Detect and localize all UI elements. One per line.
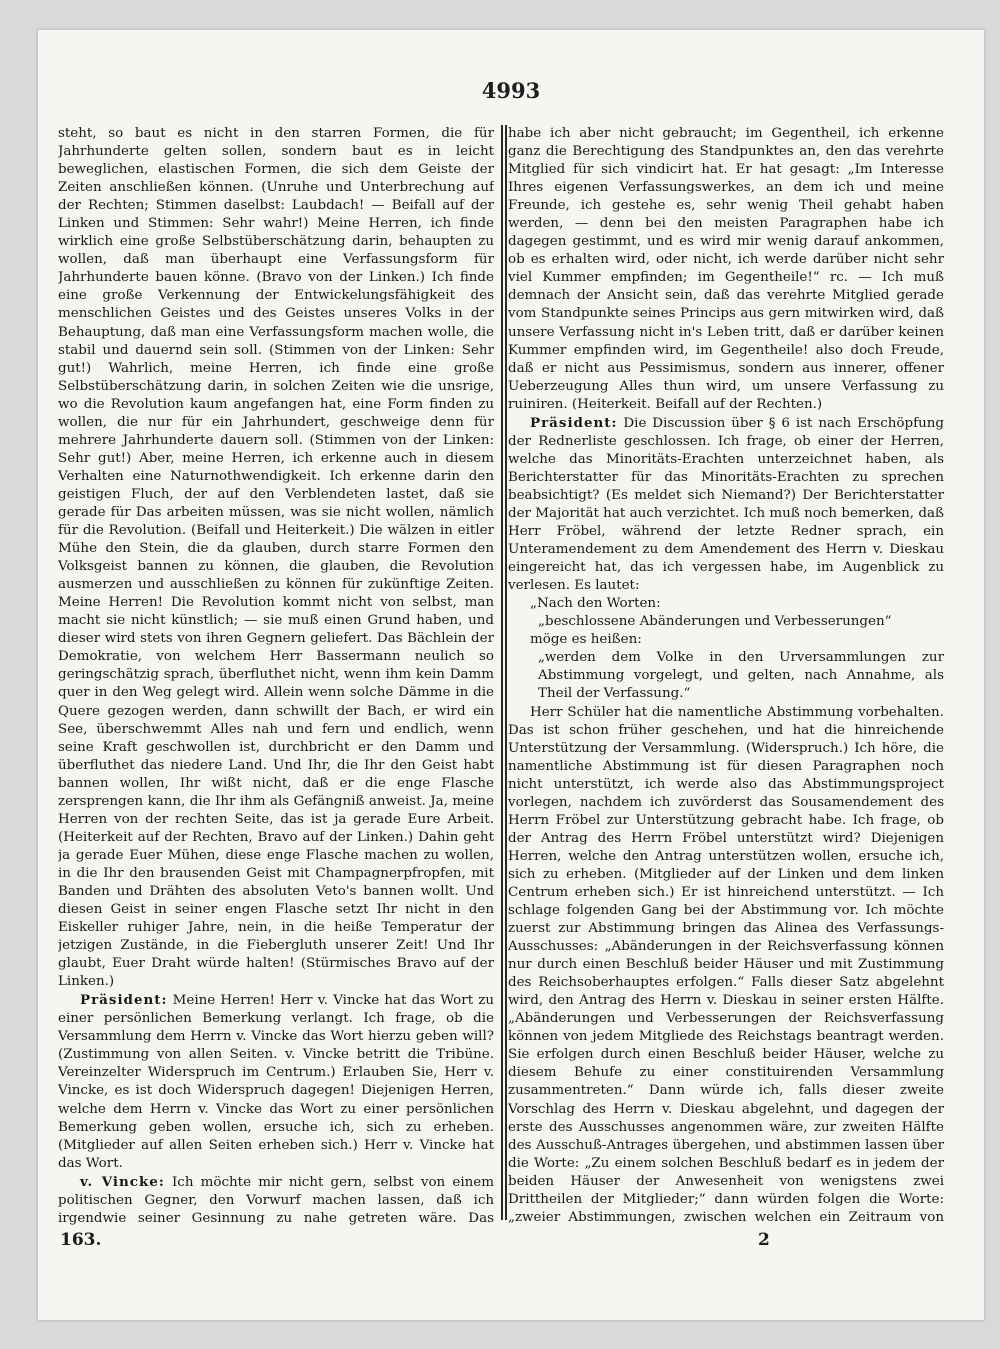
right-paragraph-3: Herr Schüler hat die namentliche Abstimmung vorbehalten. Das ist schon früher geschehen, und hat die hinreichende Unterstützung der Versammlung. (Widerspruch.) Ich höre, die namentliche Abstimmung ist für diesen Paragraphen noch nicht unterstützt, ich werde also das Abstimmungsproject vorlegen, nachdem ich zuvörderst das Sousamendement des Herrn Fröbel zur Unterstützung gebracht habe. Ich frage, ob der Antrag des Herrn Fröbel unterstützt wird? Diejenigen Herren, welche den Antrag unterstützen wollen, ersuche ich, sich zu erheben. (Mitglieder auf der Linken und dem linken Centrum erheben sich.) Er ist hinreichend unterstützt. — Ich schlage folgenden Gang bei der Abstimmung vor. Ich möchte zuerst zur Abstimmung bringen das Alinea des Verfassungs-Ausschusses: „Abänderungen in der Reichsverfassung können nur durch einen Beschluß beider Häuser und mit Zustimmung des Reichsoberhauptes erfolgen.“ Falls dieser Satz abgelehnt wird, den Antrag des Herrn v. Dieskau in seiner ersten Hälfte. „Abänderungen und Verbesserungen der Reichsverfassung können von jedem Mitgliede des Reichstags beantragt werden. Sie erfolgen durch einen Beschluß beider Häuser, welche zu diesem Behufe zu einer constituirenden Versammlung zusammentreten.“ Dann würde ich, falls dieser zweite Vorschlag des Herrn v. Dieskau abgelehnt, und dagegen der erste des Ausschusses angenommen wäre, zur zweiten Hälfte des Ausschuß-Antrages übergehen, und abstimmen lassen über die Worte: „Zu einem solchen Beschluß bedarf es in jedem der beiden Häuser der Anwesenheit von wenigstens zwei Drittheilen der Mitglieder;“ dann würden folgen die Worte: „zweier Abstimmungen, zwischen welchen ein Zeitraum von	[508, 704, 944, 1225]
paragraph-text: Ich möchte mir nicht gern, selbst von einem politischen Gegner, den Vorwurf machen lassen, daß ich irgendwie seiner Gesinnung zu nahe getreten wäre. Das	[58, 1174, 494, 1225]
quote-line-4: „werden dem Volke in den Urversammlungen zur Abstimmung vorgelegt, und gelten, nach Annahme, als Theil der Verfassung.“	[538, 650, 944, 702]
column-divider-line	[501, 125, 503, 1220]
quote-line-2: „beschlossene Abänderungen und Verbesserungen“	[538, 614, 892, 630]
right-column	[508, 125, 944, 1225]
right-paragraph-2	[508, 414, 944, 595]
left-paragraph-1: steht, so baut es nicht in den starren Formen, die für Jahrhunderte gelten sollen, sondern baut es in leicht beweglichen, elastischen Formen, die sich dem Geiste der Zeiten anschließen können. (Unruhe und Unterbrechung auf der Rechten; Stimmen daselbst: Laubdach! — Beifall auf der Linken und Stimmen: Sehr wahr!) Meine Herren, ich finde wirklich eine große Selbstüberschätzung darin, behaupten zu wollen, daß man überhaupt eine Verfassungsform für Jahrhunderte bauen könne. (Bravo von der Linken.) Ich finde eine große Verkennung der Entwickelungsfähigkeit des menschlichen Geistes und des Geistes unseres Volks in der Behauptung, daß man eine Verfassungsform machen wolle, die stabil und dauernd sein soll. (Stimmen von der Linken: Sehr gut!) Wahrlich, meine Herren, ich finde eine große Selbstüberschätzung darin, in solchen Zeiten wie die unsrige, wo die Revolution kaum angefangen hat, eine Form finden zu wollen, die nur für ein Jahrhundert, geschweige denn für mehrere Jahrhunderte dauern soll. (Stimmen von der Linken: Sehr gut!) Aber, meine Herren, ich erkenne auch in diesem Verhalten eine Naturnothwendigkeit. Ich erkenne darin den geistigen Fluch, der auf den Verblendeten lastet, daß sie gerade für Das arbeiten müssen, was sie nicht wollen, nämlich für die Revolution. (Beifall und Heiterkeit.) Die wälzen in eitler Mühe den Stein, die da glauben, durch starre Formen den Volksgeist bannen zu können, die glauben, die Revolution ausmerzen und ausschließen zu können für zukünftige Zeiten. Meine Herren! Die Revolution kommt nicht von selbst, man macht sie nicht künstlich; — sie muß einen Grund haben, und dieser wird stets von ihren Gegnern geliefert. Das Bächlein der Demokratie, von welchem Herr Bassermann neulich so geringschätzig sprach, überfluthet nicht, wenn ihm kein Damm quer in den Weg gelegt wird. Allein wenn solche Dämme in die Quere gezogen werden, dann schwillt der Bach, er wird ein See, überschwemmt Alles nah und fern und endlich, wenn seine Kraft geschwollen ist, durchbricht er den Damm und überfluthet das niedere Land. Und Ihr, die Ihr den Geist habt bannen wollen, Ihr wißt nicht, daß er die enge Flasche zersprengen kann, die Ihr ihm als Gefängniß anweist. Ja, meine Herren von der rechten Seite, das ist ja gerade Eure Arbeit. (Heiterkeit auf der Rechten, Bravo auf der Linken.) Dahin geht ja gerade Euer Mühen, diese enge Flasche machen zu wollen, in die Ihr den brausenden Geist mit Champagnerpfropfen, mit Banden und Drähten des absoluten Veto's bannen wollt. Und diesen Geist in seiner engen Flasche setzt Ihr nicht in den Eiskeller ruhiger Jahre, nein, in die heiße Temperatur der jetzigen Zustände, in die Fiebergluth unserer Zeit! Und Ihr glaubt, Euer Draht würde halten! (Stürmisches Bravo auf der Linken.)	[58, 126, 494, 990]
speaker-label: Präsident:	[530, 414, 618, 431]
speaker-label: Präsident:	[80, 992, 168, 1009]
speaker-label: v. Vincke:	[80, 1173, 165, 1190]
signature-mark-right: 2	[758, 1230, 770, 1250]
quote-line-3: möge es heißen:	[530, 632, 642, 648]
paragraph-text: Die Discussion über § 6 ist nach Erschöpfung der Rednerliste geschlossen. Ich frage, ob einer der Herren, welche das Minoritäts-Erachten unterzeichnet haben, als Berichterstatter für das Minoritäts-Erachten zu sprechen beabsichtigt? (Es meldet sich Niemand?) Der Berichterstatter der Majorität hat auch verzichtet. Ich muß noch bemerken, daß Herr Fröbel, während der letzte Redner sprach, ein Unteramendement zu dem Amendement des Herrn v. Dieskau eingereicht hat, das ich vergessen habe, im Augenblick zu verlesen. Es lautet:	[508, 415, 944, 594]
quote-line-1: „Nach den Worten:	[530, 596, 661, 612]
signature-mark-left: 163.	[60, 1230, 102, 1250]
paragraph-text: Meine Herren! Herr v. Vincke hat das Wort zu einer persönlichen Bemerkung verlangt. Ich frage, ob die Versammlung dem Herrn v. Vincke das Wort hierzu geben will? (Zustimmung von allen Seiten. v. Vincke betritt die Tribüne. Vereinzelter Widerspruch im Centrum.) Erlauben Sie, Herr v. Vincke, es ist doch Widerspruch dagegen! Diejenigen Herren, welche dem Herrn v. Vincke das Wort zu einer persönlichen Bemerkung geben wollen, ersuche ich, sich zu erheben. (Mitglieder auf allen Seiten erheben sich.) Herr v. Vincke hat das Wort.	[58, 993, 494, 1171]
right-paragraph-1: habe ich aber nicht gebraucht; im Gegentheil, ich erkenne ganz die Berechtigung des Standpunktes an, den das verehrte Mitglied für sich vindicirt hat. Er hat gesagt: „Im Interesse Ihres eigenen Verfassungswerkes, an dem ich und meine Freunde, ich gestehe es, sehr wenig Theil gehabt haben werden, — denn bei den meisten Paragraphen habe ich dagegen gestimmt, und es wird mir wenig darauf ankommen, ob es erhalten wird, oder nicht, ich werde darüber nicht sehr viel Kummer empfinden; im Gegentheile!“ rc. — Ich muß demnach der Ansicht sein, daß das verehrte Mitglied gerade vom Standpunkte seines Princips aus gern mitwirken wird, daß unsere Verfassung nicht in's Leben tritt, daß er darüber keinen Kummer empfinden wird, im Gegentheile! also doch Freude, daß er nicht aus Pessimismus, sondern aus innerer, offener Ueberzeugung Alles thun wird, um unsere Verfassung zu ruiniren. (Heiterkeit. Beifall auf der Rechten.)	[508, 126, 944, 412]
page-number: 4993	[481, 78, 541, 103]
newspaper-page	[38, 30, 984, 1320]
left-paragraph-2	[58, 991, 494, 1172]
column-divider-line	[505, 125, 507, 1220]
left-paragraph-3	[58, 1173, 494, 1225]
left-column	[58, 125, 494, 1225]
